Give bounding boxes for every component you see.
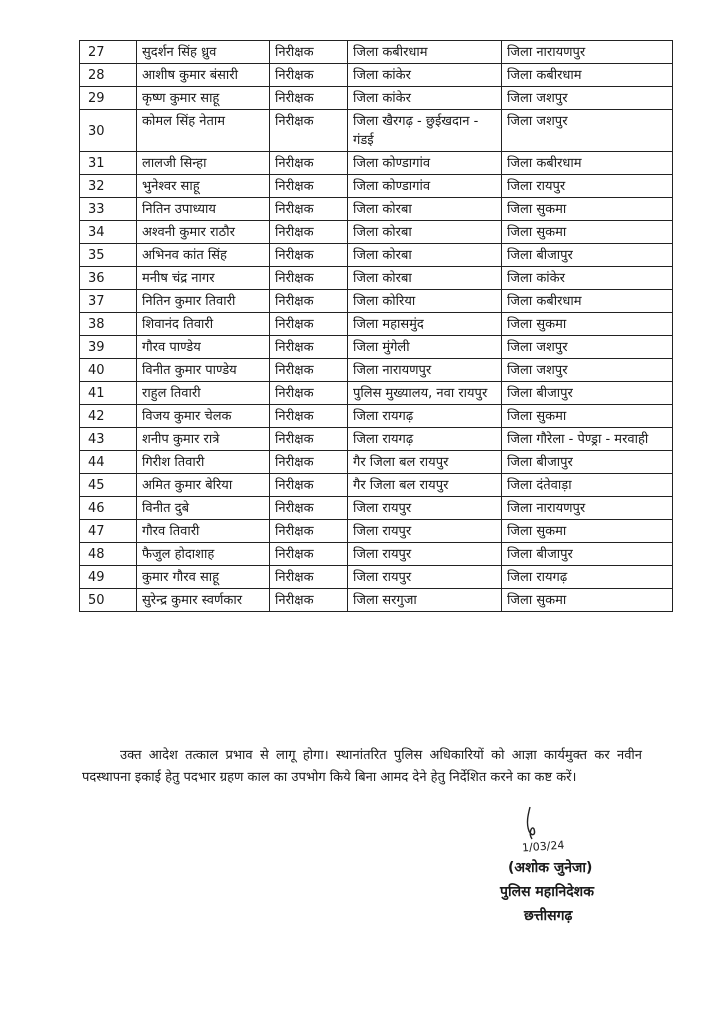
rank-cell: निरीक्षक [270,359,348,382]
signatory-name: (अशोक जुनेजा) [508,860,593,876]
officer-name-cell: सुदर्शन सिंह ध्रुव [137,41,270,64]
posted-from-cell: जिला खैरगढ़ - छुईखदान - गंडई [348,110,502,152]
table-row [80,198,673,221]
posted-from-cell: जिला कोरबा [348,221,502,244]
officer-name-cell: कृष्ण कुमार साहू [137,87,270,110]
posted-from-cell: जिला रायगढ़ [348,405,502,428]
officer-name-cell: अमित कुमार बेरिया [137,474,270,497]
table-row [80,543,673,566]
posted-to-cell: जिला सुकमा [502,520,673,543]
table-row [80,428,673,451]
rank-cell: निरीक्षक [270,336,348,359]
sno-cell: 33 [80,198,137,221]
table-row [80,566,673,589]
officer-name-cell: नितिन उपाध्याय [137,198,270,221]
officer-name-cell: अभिनव कांत सिंह [137,244,270,267]
officer-name-cell: अश्वनी कुमार राठौर [137,221,270,244]
posted-from-cell: जिला मुंगेली [348,336,502,359]
posted-from-cell: जिला कोण्डागांव [348,152,502,175]
posted-from-cell: जिला कबीरधाम [348,41,502,64]
officer-name-cell: राहुल तिवारी [137,382,270,405]
posted-from-cell: जिला नारायणपुर [348,359,502,382]
posted-from-cell: पुलिस मुख्यालय, नवा रायपुर [348,382,502,405]
posted-to-cell: जिला जशपुर [502,359,673,382]
table-row [80,290,673,313]
posted-to-cell: जिला सुकमा [502,221,673,244]
rank-cell: निरीक्षक [270,497,348,520]
table-row [80,474,673,497]
posted-from-cell: जिला सरगुजा [348,589,502,612]
table-row [80,405,673,428]
table-row [80,589,673,612]
sno-cell: 27 [80,41,137,64]
officer-name-cell: फैजुल होदाशाह [137,543,270,566]
sno-cell: 41 [80,382,137,405]
officer-name-cell: कोमल सिंह नेताम [137,110,270,152]
posted-from-cell: जिला रायपुर [348,497,502,520]
sno-cell: 45 [80,474,137,497]
sno-cell: 46 [80,497,137,520]
posted-from-cell: जिला कांकेर [348,87,502,110]
officer-name-cell: गौरव पाण्डेय [137,336,270,359]
posted-to-cell: जिला दंतेवाड़ा [502,474,673,497]
signatory-state: छत्तीसगढ़ [524,908,573,924]
table-row [80,110,673,152]
officer-name-cell: भुनेश्वर साहू [137,175,270,198]
rank-cell: निरीक्षक [270,313,348,336]
posted-to-cell: जिला जशपुर [502,336,673,359]
sno-cell: 35 [80,244,137,267]
posted-from-cell: गैर जिला बल रायपुर [348,474,502,497]
posted-to-cell: जिला रायगढ़ [502,566,673,589]
officer-name-cell: लालजी सिन्हा [137,152,270,175]
posted-from-cell: जिला कोण्डागांव [348,175,502,198]
sno-cell: 28 [80,64,137,87]
officer-name-cell: नितिन कुमार तिवारी [137,290,270,313]
rank-cell: निरीक्षक [270,244,348,267]
sno-cell: 29 [80,87,137,110]
rank-cell: निरीक्षक [270,152,348,175]
posted-to-cell: जिला जशपुर [502,110,673,152]
rank-cell: निरीक्षक [270,221,348,244]
officer-name-cell: शिवानंद तिवारी [137,313,270,336]
posted-to-cell: जिला बीजापुर [502,543,673,566]
posted-to-cell: जिला बीजापुर [502,382,673,405]
posted-to-cell: जिला गौरेला - पेण्ड्रा - मरवाही [502,428,673,451]
posted-to-cell: जिला जशपुर [502,87,673,110]
posted-from-cell: जिला रायपुर [348,520,502,543]
rank-cell: निरीक्षक [270,566,348,589]
sno-cell: 32 [80,175,137,198]
table-row [80,497,673,520]
rank-cell: निरीक्षक [270,382,348,405]
rank-cell: निरीक्षक [270,41,348,64]
table-row [80,336,673,359]
order-text: उक्त आदेश तत्काल प्रभाव से लागू होगा। स्थानांतरित पुलिस अधिकारियों को आज्ञा कार्यमुक्त कर नवीन पदस्थापना इकाई हेतु पदभार ग्रहण काल का उपभोग किये बिना आमद देने हेतु निर्देशित करने का कष्ट करें। [82,748,642,785]
rank-cell: निरीक्षक [270,405,348,428]
table-row [80,451,673,474]
rank-cell: निरीक्षक [270,543,348,566]
rank-cell: निरीक्षक [270,589,348,612]
posted-from-cell: जिला रायगढ़ [348,428,502,451]
rank-cell: निरीक्षक [270,175,348,198]
posted-to-cell: जिला नारायणपुर [502,41,673,64]
sno-cell: 34 [80,221,137,244]
rank-cell: निरीक्षक [270,267,348,290]
posted-to-cell: जिला कबीरधाम [502,152,673,175]
officer-name-cell: कुमार गौरव साहू [137,566,270,589]
sno-cell: 44 [80,451,137,474]
sno-cell: 50 [80,589,137,612]
table-row [80,520,673,543]
officer-name-cell: सुरेन्द्र कुमार स्वर्णकार [137,589,270,612]
table-row [80,64,673,87]
sno-cell: 48 [80,543,137,566]
posted-from-cell: जिला कोरबा [348,198,502,221]
table-row [80,382,673,405]
posted-to-cell: जिला सुकमा [502,405,673,428]
order-paragraph [82,745,642,789]
table-row [80,152,673,175]
posted-from-cell: जिला महासमुंद [348,313,502,336]
sno-cell: 38 [80,313,137,336]
table-row [80,175,673,198]
posted-to-cell: जिला रायपुर [502,175,673,198]
rank-cell: निरीक्षक [270,64,348,87]
rank-cell: निरीक्षक [270,87,348,110]
posted-to-cell: जिला बीजापुर [502,451,673,474]
rank-cell: निरीक्षक [270,290,348,313]
table-row [80,359,673,382]
posted-from-cell: जिला कोरिया [348,290,502,313]
rank-cell: निरीक्षक [270,474,348,497]
sno-cell: 47 [80,520,137,543]
officer-name-cell: विजय कुमार चेलक [137,405,270,428]
officer-name-cell: विनीत दुबे [137,497,270,520]
table-row [80,87,673,110]
posted-to-cell: जिला बीजापुर [502,244,673,267]
sno-cell: 37 [80,290,137,313]
rank-cell: निरीक्षक [270,428,348,451]
posted-from-cell: जिला कोरबा [348,244,502,267]
officer-name-cell: आशीष कुमार बंसारी [137,64,270,87]
sno-cell: 42 [80,405,137,428]
sno-cell: 43 [80,428,137,451]
posted-from-cell: जिला रायपुर [348,566,502,589]
posted-from-cell: जिला कांकेर [348,64,502,87]
sno-cell: 49 [80,566,137,589]
officer-name-cell: शनीप कुमार रात्रे [137,428,270,451]
table-row [80,221,673,244]
sno-cell: 36 [80,267,137,290]
posted-to-cell: जिला कांकेर [502,267,673,290]
sno-cell: 30 [80,110,137,152]
sno-cell: 39 [80,336,137,359]
table-row [80,267,673,290]
signature-date: 1/03/24 [521,838,565,855]
officer-name-cell: विनीत कुमार पाण्डेय [137,359,270,382]
table-row [80,41,673,64]
posted-to-cell: जिला सुकमा [502,589,673,612]
rank-cell: निरीक्षक [270,451,348,474]
posted-from-cell: गैर जिला बल रायपुर [348,451,502,474]
rank-cell: निरीक्षक [270,110,348,152]
officer-name-cell: गौरव तिवारी [137,520,270,543]
posted-to-cell: जिला नारायणपुर [502,497,673,520]
posted-to-cell: जिला कबीरधाम [502,64,673,87]
posted-from-cell: जिला रायपुर [348,543,502,566]
posted-from-cell: जिला कोरबा [348,267,502,290]
table-row [80,313,673,336]
sno-cell: 40 [80,359,137,382]
posted-to-cell: जिला कबीरधाम [502,290,673,313]
officer-name-cell: गिरीश तिवारी [137,451,270,474]
transfer-table [79,40,673,612]
posted-to-cell: जिला सुकमा [502,313,673,336]
transfer-table-body [80,41,673,612]
table-row [80,244,673,267]
posted-to-cell: जिला सुकमा [502,198,673,221]
signatory-designation: पुलिस महानिदेशक [500,884,594,900]
officer-name-cell: मनीष चंद्र नागर [137,267,270,290]
rank-cell: निरीक्षक [270,520,348,543]
sno-cell: 31 [80,152,137,175]
rank-cell: निरीक्षक [270,198,348,221]
